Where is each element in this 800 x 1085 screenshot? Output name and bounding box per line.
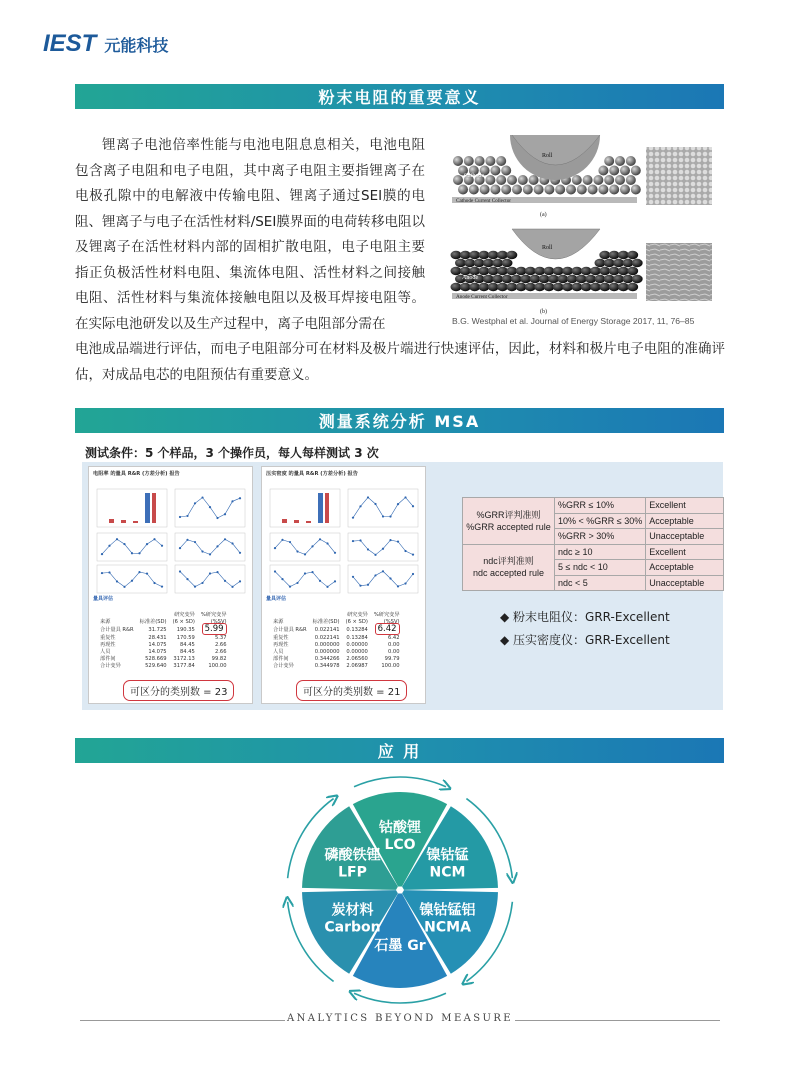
particle (464, 156, 474, 166)
mini-bar (294, 520, 299, 523)
cathode-sem-image (646, 147, 712, 205)
application-wheel (280, 770, 520, 1010)
rule-condition: ndc ≥ 10 (555, 544, 646, 560)
particle (588, 185, 598, 195)
gauge-eval-heading: 量具评估 (266, 596, 287, 602)
particle (490, 185, 500, 195)
segment-label-cn: 磷酸铁锂 (324, 847, 381, 864)
report-title: 压实密度 的量具 R&R (方差分析) 报告 (266, 471, 358, 477)
figure-caption: B.G. Westphal et al. Journal of Energy Storage 2017, 11, 76–85 (452, 316, 695, 326)
particle (615, 175, 625, 185)
mini-chart-frame (270, 489, 340, 527)
particle (485, 175, 495, 185)
gauge-eval-heading: 量具评估 (93, 596, 114, 602)
particle (512, 185, 522, 195)
particle (496, 156, 506, 166)
mini-chart-frame (348, 489, 418, 527)
roll-label-a: Roll (542, 153, 553, 159)
particle (632, 259, 643, 267)
mini-chart-frame (348, 533, 418, 561)
particle (523, 185, 533, 195)
mini-bar (318, 493, 323, 523)
particle (534, 185, 544, 195)
mini-chart-frame (270, 565, 340, 593)
table-row: 重复性 28.431 170.59 5.37 (100, 634, 227, 641)
particle (453, 175, 463, 185)
logo-mark: IEST (43, 30, 97, 57)
particle (604, 175, 614, 185)
particle (518, 175, 528, 185)
ndc-rule-name: ndc评判准则 ndc accepted rule (463, 544, 555, 591)
intro-paragraph-continued: 电池成品端进行评估，而电子电阻部分可在材料及极片端进行快速评估，因此，材料和极片电子电阻的准确评估，对成品电芯的电阻预估有重要意义。 (75, 341, 725, 383)
particle (572, 175, 582, 185)
rule-result: Excellent (646, 544, 724, 560)
particle (501, 185, 511, 195)
particle (620, 166, 630, 176)
table-row: 人员 14.075 84.45 2.66 (100, 649, 227, 656)
particle (496, 175, 506, 185)
table-row: 再现性 0.000000 0.00000 0.00 (273, 641, 400, 648)
distinct-categories: 可区分的类别数 = 23 (123, 680, 234, 701)
particle (502, 259, 513, 267)
anode-label: Anode (462, 275, 478, 281)
rule-condition: 5 ≤ ndc < 10 (555, 560, 646, 576)
segment-label-en: Carbon (324, 919, 381, 936)
particle (458, 185, 468, 195)
grr-report-resistivity (88, 466, 253, 704)
segment-label-cn: 镍钴锰 (426, 847, 469, 864)
segment-label-en: LFP (338, 864, 367, 881)
cathode-collector-label: Cathode Current Collector (456, 198, 512, 204)
particle (577, 185, 587, 195)
particle (583, 175, 593, 185)
particle (632, 275, 643, 283)
grr-table: 研究变异 %研究变异 来源 标准差(SD) (6 × SD) (%SV) 合计量具 R&R 31.725 190.35 5.99 重复性 28.431 170.59 5.37 再现性 14.075 84.45 2.66 人员 14.075 84.45 2.66 部件间 528.669 3172.13 99.82 合计变异 529.640 3177.84 100.00 (97, 612, 230, 671)
mini-bar (133, 521, 138, 523)
mini-chart-frame (175, 565, 245, 593)
particle (609, 166, 619, 176)
particle (604, 156, 614, 166)
segment-label-cn: 钴酸锂 (379, 820, 421, 837)
segment-label-en: NCMA (424, 919, 471, 936)
fig-label-b: (b) (540, 309, 547, 315)
mini-bar (306, 521, 311, 523)
rule-condition: ndc < 5 (555, 575, 646, 591)
table-row: 部件间 528.669 3172.13 99.82 (100, 656, 227, 663)
particle (598, 185, 608, 195)
particle (480, 185, 490, 195)
particle (627, 283, 638, 291)
mini-bar (282, 519, 287, 523)
mini-chart-frame (348, 565, 418, 593)
grr-table: 研究变异 %研究变异 来源 标准差(SD) (6 × SD) (%SV) 合计量具 R&R 0.022141 0.13284 6.42 重复性 0.022141 0.13284 6.42 再现性 0.000000 0.00000 0.00 人员 0.000000 0.00000 0.00 部件间 0.344266 2.06560 99.79 合计变异 0.344978 2.06987 100.00 (270, 612, 403, 671)
table-row: 人员 0.000000 0.00000 0.00 (273, 649, 400, 656)
rule-result: Acceptable (646, 560, 724, 576)
table-row: 部件间 0.344266 2.06560 99.79 (273, 656, 400, 663)
test-conditions: 测试条件：5 个样品，3 个操作员，每人每样测试 3 次 (85, 446, 379, 460)
segment-label-cn: 炭材料 (331, 902, 374, 919)
particle (469, 185, 479, 195)
particle (631, 166, 641, 176)
rule-result: Excellent (646, 498, 724, 514)
anode-collector-label: Anode Current Collector (456, 294, 508, 300)
grr-rule-name: %GRR评判准则 %GRR accepted rule (463, 498, 555, 545)
rule-result: Unacceptable (646, 575, 724, 591)
table-row: 再现性 14.075 84.45 2.66 (100, 641, 227, 648)
particle (627, 267, 638, 275)
mini-bar (152, 493, 156, 523)
rule-result: Acceptable (646, 513, 724, 529)
mini-chart-frame (97, 565, 167, 593)
intro-paragraph: 锂离子电池倍率性能与电池电阻息息相关，电池电阻包含离子电阻和电子电阻，其中离子电阻主要指锂离子在电极孔隙中的电解液中传输电阻、锂离子通过SEI膜的电阻、锂离子与电子在活性材料/SEI膜界面的电荷转移电阻以及锂离子在活性材料内部的固相扩散电阻，电子电阻主要指正负极活性材料电阻、集流体电阻、活性材料之间接触电阻、活性材料与集流体接触电阻以及极耳焊接电阻等。在实际电池研发以及生产过程中，离子电阻部分需在 (75, 137, 425, 332)
particle (626, 175, 636, 185)
brand-name: 元能科技 (104, 36, 169, 55)
cycle-arrow (354, 777, 446, 787)
cycle-arrow (354, 993, 446, 1003)
grr-highlight-value: 6.42 (375, 623, 400, 635)
report-charts (262, 467, 427, 607)
particle (453, 156, 463, 166)
particle (627, 251, 638, 259)
result-compaction-density: ◆ 压实密度仪：GRR-Excellent (500, 633, 670, 647)
application-segments (302, 792, 498, 988)
report-title: 电阻率 的量具 R&R (方差分析) 报告 (93, 471, 180, 477)
rule-condition: 10% < %GRR ≤ 30% (555, 513, 646, 529)
rule-condition: %GRR ≤ 10% (555, 498, 646, 514)
mini-chart-frame (175, 533, 245, 561)
table-row: 合计量具 R&R 0.022141 0.13284 6.42 (270, 626, 403, 634)
rule-condition: %GRR > 30% (555, 529, 646, 545)
segment-label-en: LCO (384, 837, 416, 854)
particle (555, 185, 565, 195)
report-charts (89, 467, 254, 607)
section-msa-title: 测量系统分析 MSA (75, 408, 724, 433)
particle (566, 185, 576, 195)
brand-logo (43, 30, 168, 58)
electrode-calendering-figure (450, 133, 715, 335)
distinct-categories: 可区分的类别数 = 21 (296, 680, 407, 701)
roll-label-b: Roll (542, 245, 553, 251)
mini-bar (325, 493, 329, 523)
particle (507, 175, 517, 185)
mini-bar (145, 493, 150, 523)
acceptance-rules-table (462, 497, 724, 591)
table-row: 合计量具 R&R 31.725 190.35 5.99 (97, 626, 230, 634)
result-powder-resistance: ◆ 粉末电阻仪：GRR-Excellent (500, 610, 670, 624)
anode-sem-image (646, 243, 712, 301)
particle (620, 185, 630, 195)
rule-result: Unacceptable (646, 529, 724, 545)
particle (631, 185, 641, 195)
footer-slogan: ANALYTICS BEYOND MEASURE (287, 1013, 513, 1024)
mini-chart-frame (270, 533, 340, 561)
particle (506, 251, 517, 259)
table-row: 合计变异 529.640 3177.84 100.00 (100, 663, 227, 670)
table-row: 合计变异 0.344978 2.06987 100.00 (273, 663, 400, 670)
particle (593, 175, 603, 185)
segment-label-cn: 石墨 Gr (374, 937, 426, 954)
particle (544, 185, 554, 195)
particle (485, 156, 495, 166)
segment-label-en: NCM (429, 864, 466, 881)
grr-report-compaction-density (261, 466, 426, 704)
particle (609, 185, 619, 195)
mini-bar (109, 519, 114, 523)
particle (475, 156, 485, 166)
table-row: 重复性 0.022141 0.13284 6.42 (273, 634, 400, 641)
mini-chart-frame (97, 533, 167, 561)
grr-highlight-value: 5.99 (202, 623, 227, 635)
particle (626, 156, 636, 166)
mini-bar (121, 520, 126, 523)
particle (501, 166, 511, 176)
fig-label-a: (a) (540, 212, 547, 218)
mini-chart-frame (97, 489, 167, 527)
particle (598, 166, 608, 176)
segment-label-cn: 镍钴锰铝 (419, 902, 476, 919)
particle (529, 175, 539, 185)
cathode-label: Cathode (464, 173, 484, 179)
section-powder-title: 粉末电阻的重要意义 (75, 84, 724, 109)
section-application-title: 应 用 (75, 738, 724, 763)
particle (615, 156, 625, 166)
particle (490, 166, 500, 176)
